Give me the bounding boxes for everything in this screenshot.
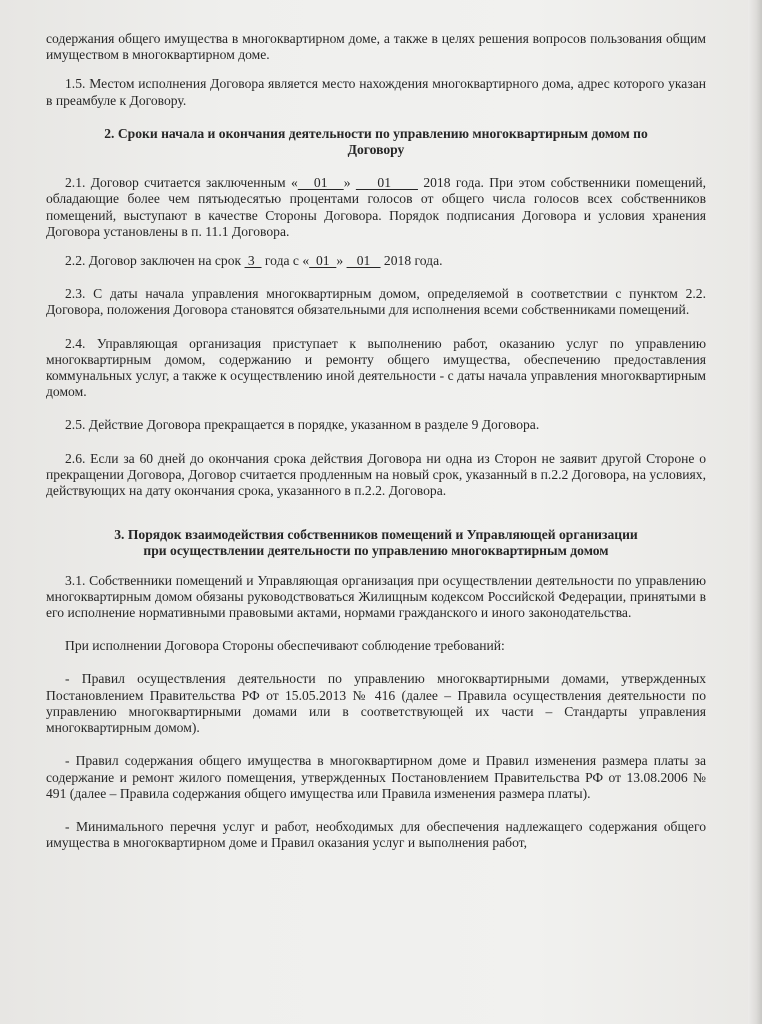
list-item-minimum-services: - Минимального перечня услуг и работ, необходимых для обеспечения надлежащего содержания общего имущества в многоквартирном доме и Правил оказания услуг и выполнения работ,: [46, 818, 706, 851]
section-3-heading: [46, 527, 706, 559]
contract-date-month: 01: [355, 175, 418, 191]
paragraph-2-2-quote: »: [336, 253, 347, 269]
paragraph-2-2-end: 2018 года.: [380, 253, 443, 269]
paragraph-2-5: 2.5. Действие Договора прекращается в порядке, указанном в разделе 9 Договора.: [65, 417, 540, 433]
paragraph-3-1: 3.1. Собственники помещений и Управляющая организация при осуществлении деятельности по управлению многоквартирным домом обязаны руководствоваться Жилищным кодексом Российской Федерации, принятыми в его исполнение нормативными правовыми актами, нормами гражданского и иного законодательства.: [46, 572, 706, 621]
paragraph-2-2: [46, 253, 706, 269]
term-start-month: 01: [346, 253, 381, 269]
paragraph-1-5: 1.5. Местом исполнения Договора является место нахождения многоквартирного дома, адрес которого указан в преамбуле к Договору.: [46, 76, 706, 108]
section-3-title-line1: 3. Порядок взаимодействия собственников помещений и Управляющей организации: [114, 527, 638, 543]
paragraph-2-4: 2.4. Управляющая организация приступает к выполнению работ, оказанию услуг по управлению многоквартирным домом, содержанию и ремонту общего имущества, обеспечению предоставления коммунальных услуг, а также к осуществлению иной деятельности - с даты начала управления многоквартирным домом.: [46, 335, 706, 400]
paragraph-2-1: [46, 175, 706, 240]
list-item-rules-maintenance: - Правил содержания общего имущества в многоквартирном доме и Правил изменения размера платы за содержание и ремонт жилого помещения, утвержденных Постановлением Правительства РФ от 13.08.2006 № 491 (далее – Правила содержания общего имущества или Правила изменения размера платы).: [46, 753, 706, 801]
paragraph-2-1-rest: 2018 года. При этом собственники помещений, обладающие более чем пятьюдесятью процентами голосов от общего числа голосов всех собственников помещений, выступают в качестве Стороны Договора. Порядок подписания Договора и условия хранения Договора установлены в п. 11.1 Договора.: [46, 175, 707, 239]
paragraph-2-2-mid: года с «: [261, 253, 310, 269]
paragraph-2-3: 2.3. С даты начала управления многоквартирным домом, определяемой в соответствии с пунктом 2.2. Договора, положения Договора становятся обязательными для исполнения всеми собственниками помещений.: [46, 286, 706, 318]
paragraph-2-1-quote: »: [343, 175, 356, 191]
paragraph-2-1-start: 2.1. Договор считается заключенным «: [65, 175, 298, 191]
paragraph-2-6: 2.6. Если за 60 дней до окончания срока действия Договора ни одна из Сторон не заявит другой Стороне о прекращении Договора, Договор считается продленным на новый срок, указанный в п.2.2 Договора, на условиях, действующих на дату окончания срока, указанного в п.2.2. Договора.: [46, 450, 706, 499]
paragraph-intro: содержания общего имущества в многоквартирном доме, а также в целях решения вопросов пользования общим имуществом в многоквартирном доме.: [46, 31, 706, 63]
section-2-title-line1: 2. Сроки начала и окончания деятельности по управлению многоквартирным домом по: [104, 125, 648, 141]
section-2-title-line2: Договору: [347, 142, 405, 158]
paragraph-2-2-start: 2.2. Договор заключен на срок: [65, 253, 245, 269]
section-2-heading: [46, 126, 706, 158]
contract-term: 3: [244, 253, 262, 269]
page-edge-shadow: [748, 0, 762, 1024]
paragraph-requirements: При исполнении Договора Стороны обеспечивают соблюдение требований:: [65, 638, 505, 654]
term-start-day: 01: [309, 253, 337, 269]
contract-date-day: 01: [297, 175, 344, 191]
list-item-rules-management: - Правил осуществления деятельности по управлению многоквартирными домами, утвержденных Постановлением Правительства РФ от 15.05.2013 № 416 (далее – Правила осуществления деятельности по управлению многоквартирными домами или в соответствующей их части – Стандарты управления многоквартирным домом).: [46, 671, 706, 736]
section-3-title-line2: при осуществлении деятельности по управлению многоквартирным домом: [143, 543, 609, 559]
